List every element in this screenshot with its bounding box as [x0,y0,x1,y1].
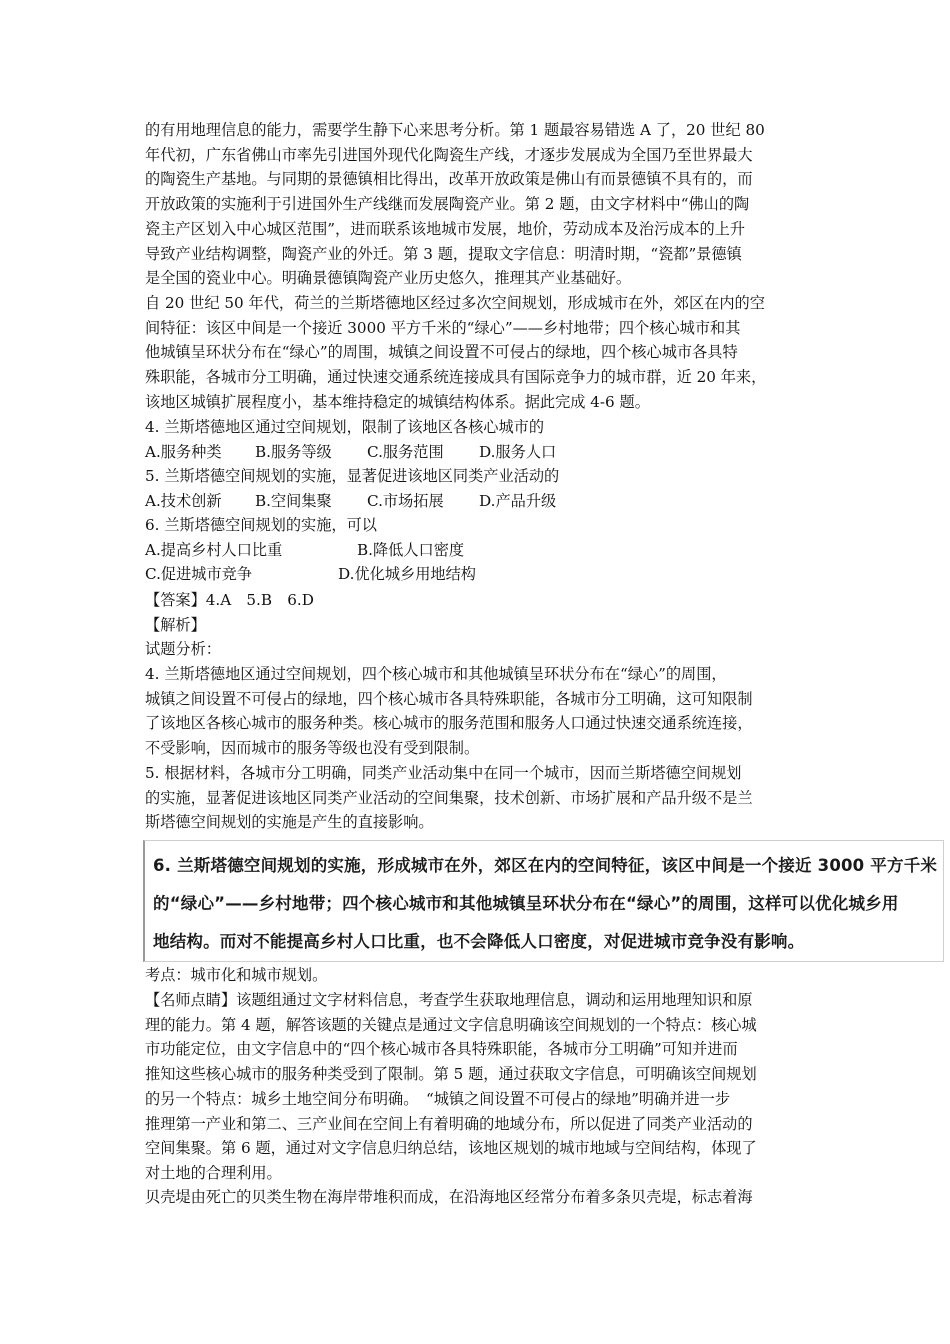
text-line: 推理第一产业和第二、三产业间在空间上有着明确的地域分布，所以促进了同类产业活动的 [145,1114,753,1133]
question-4 [145,415,813,464]
text-line: 不受影响，因而城市的服务等级也没有受到限制。 [145,739,480,758]
answer-line: 【答案】4.A 5.B 6.D [145,591,314,609]
text-line: 5. 根据材料，各城市分工明确，同类产业活动集中在同一个城市，因而兰斯塔德空间规划 [145,764,742,782]
kaodian-section [145,963,813,988]
next-material-paragraph [145,1185,813,1210]
text-line: 的“绿心”——乡村地带；四个核心城市和其他城镇呈环状分布在“绿心”的周围，这样可以优化城乡用 [153,894,899,913]
analysis-subheading: 试题分析： [145,640,221,659]
material-paragraph [145,291,813,415]
text-line: 的实施，显著促进该地区同类产业活动的空间集聚，技术创新、市场扩展和产品升级不是兰 [145,788,753,807]
question-stem: 4. 兰斯塔德地区通过空间规划，限制了该地区各核心城市的 [145,418,545,436]
option-b: B.服务等级 [255,442,332,461]
option-a: A.技术创新 [145,491,222,510]
question-stem: 6. 兰斯塔德空间规划的实施，可以 [145,516,377,534]
text-line: 了该地区各核心城市的服务种类。核心城市的服务范围和服务人口通过快速交通系统连接， [145,714,753,733]
options-row [145,440,813,465]
explanation-4 [145,662,813,761]
text-line: 斯塔德空间规划的实施是产生的直接影响。 [145,813,434,832]
text-line: 开放政策的实施利于引进国外生产线继而发展陶瓷产业。第 2 题，由文字材料中“佛山的陶 [145,195,750,214]
text-line: 的另一个特点：城乡土地空间分布明确。 “城镇之间设置不可侵占的绿地”明确并进一步 [145,1089,731,1108]
option-b: B.降低人口密度 [357,540,465,559]
text-line: 6. 兰斯塔德空间规划的实施，形成城市在外，郊区在内的空间特征，该区中间是一个接近 3000 平方千米 [153,856,938,875]
options-row [145,562,813,587]
text-line: 殊职能，各城市分工明确，通过快速交通系统连接成具有国际竞争力的城市群，近 20 年来， [145,368,767,387]
option-c: C.市场拓展 [367,491,444,510]
option-d: D.产品升级 [479,491,557,510]
text-line: 导致产业结构调整，陶瓷产业的外迁。第 3 题，提取文字信息：明清时期，“瓷都”景德镇 [145,244,742,263]
text-line: 城镇之间设置不可侵占的绿地，四个核心城市各具特殊职能，各城市分工明确，这可知限制 [145,689,753,708]
text-line: 市功能定位，由文字信息中的“四个核心城市各具特殊职能，各城市分工明确”可知并进而 [145,1040,738,1059]
text-line: 的有用地理信息的能力，需要学生静下心来思考分析。第 1 题最容易错选 A 了，20 世纪 80 [145,121,765,139]
text-line: 的陶瓷生产基地。与同期的景德镇相比得出，改革开放政策是佛山有而景德镇不具有的，而 [145,170,753,189]
text-line: 年代初，广东省佛山市率先引进国外现代化陶瓷生产线，才逐步发展成为全国乃至世界最大 [145,145,753,164]
explanation-5 [145,761,813,835]
text-line: 4. 兰斯塔德地区通过空间规划，四个核心城市和其他城镇呈环状分布在“绿心”的周围， [145,665,727,683]
option-c: C.促进城市竞争 [145,565,253,584]
text-line: 自 20 世纪 50 年代，荷兰的兰斯塔德地区经过多次空间规划，形成城市在外，郊区在内的空 [145,294,765,312]
options-row [145,538,813,563]
question-6 [145,513,813,587]
answer-section [145,588,813,662]
explanation-6-image-box [143,840,944,962]
options-row [145,489,813,514]
text-line: 地结构。而对不能提高乡村人口比重，也不会降低人口密度，对促进城市竞争没有影响。 [153,932,805,951]
text-line: 贝壳堤由死亡的贝类生物在海岸带堆积而成，在沿海地区经常分布着多条贝壳堤，标志着海 [145,1188,753,1206]
text-line: 【名师点睛】该题组通过文字材料信息，考查学生获取地理信息，调动和运用地理知识和原 [145,991,753,1009]
option-d: D.优化城乡用地结构 [338,565,476,584]
text-line: 对土地的合理利用。 [145,1163,282,1182]
kaodian-line: 考点：城市化和城市规划。 [145,966,328,984]
text-line: 理的能力。第 4 题，解答该题的关键点是通过文字信息明确该空间规划的一个特点：核心城 [145,1015,757,1034]
analysis-heading: 【解析】 [145,615,206,634]
explanation-paragraph-1 [145,118,813,291]
option-d: D.服务人口 [479,442,557,461]
text-line: 瓷主产区划入中心城区范围”，进而联系该地城市发展，地价，劳动成本及治污成本的上升 [145,219,746,238]
question-stem: 5. 兰斯塔德空间规划的实施，显著促进该地区同类产业活动的 [145,467,560,485]
text-line: 他城镇呈环状分布在“绿心”的周围，城镇之间设置不可侵占的绿地，四个核心城市各具特 [145,343,738,362]
text-line: 是全国的瓷业中心。明确景德镇陶瓷产业历史悠久，推理其产业基础好。 [145,269,631,288]
option-a: A.提高乡村人口比重 [145,540,283,559]
text-line: 该地区城镇扩展程度小，基本维持稳定的城镇结构体系。据此完成 4-6 题。 [145,392,650,411]
option-a: A.服务种类 [145,442,222,461]
text-line: 推知这些核心城市的服务种类受到了限制。第 5 题，通过获取文字信息，可明确该空间规划 [145,1065,757,1084]
text-line: 间特征：该区中间是一个接近 3000 平方千米的“绿心”——乡村地带；四个核心城市和其 [145,318,741,337]
option-b: B.空间集聚 [255,491,332,510]
option-c: C.服务范围 [367,442,444,461]
mingshi-section [145,988,813,1186]
question-5 [145,464,813,513]
text-line: 空间集聚。第 6 题，通过对文字信息归纳总结，该地区规划的城市地域与空间结构，体现了 [145,1139,757,1158]
